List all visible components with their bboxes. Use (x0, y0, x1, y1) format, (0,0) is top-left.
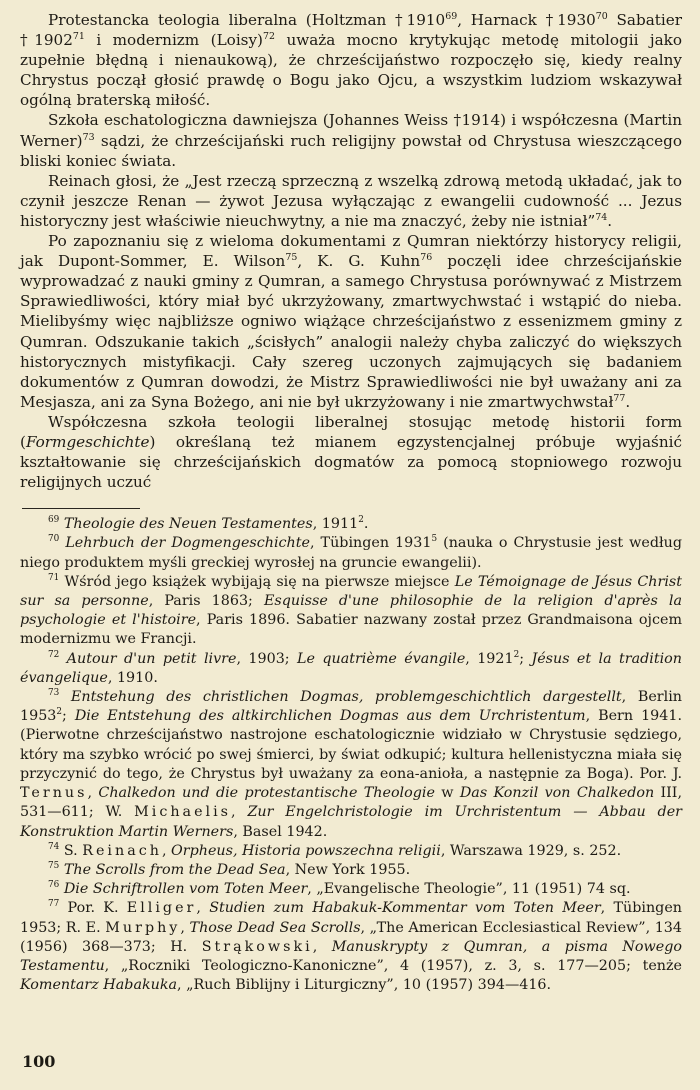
text-run: , Paris 1896. Sabatier nazwany został przez Grandmaisona ojcem modernizmu we Francji. (20, 612, 682, 648)
text-run: , „Ruch Biblijny i Liturgiczny”, 10 (1957) 394—416. (177, 977, 552, 994)
note-marker: 5 (431, 534, 438, 545)
text-run: , 1921 (465, 650, 514, 667)
author-name: Reinach (82, 842, 162, 859)
italic-title: Lehrbuch der Dogmengeschichte (65, 535, 310, 552)
text-run: , Harnack †1930 (457, 11, 596, 29)
text-run: , K. G. Kuhn (297, 252, 421, 271)
italic-title: Esquisse d'une philosophie de la religion d'après la psychologie et l'histoire (20, 593, 682, 629)
note-marker: 73 (48, 688, 60, 699)
text-run: , (196, 900, 210, 917)
note-marker: 69 (445, 10, 458, 22)
author-name: Ternus (20, 785, 88, 802)
note-marker: 75 (48, 861, 60, 872)
text-run: Sabatier †1902 (20, 11, 682, 50)
text-run: , „Roczniki Teologiczno-Kanoniczne”, 4 (1957), z. 3, s. 177—205; tenże (104, 957, 682, 974)
text-run: . (625, 392, 631, 411)
italic-title: Orpheus, Historia powszechna religii (171, 842, 441, 859)
footnote (20, 650, 682, 688)
footnote (20, 515, 682, 534)
text-run: , (161, 842, 172, 859)
paragraph (20, 171, 682, 231)
text-run: . (607, 211, 613, 230)
text-run: Por. K. (59, 900, 127, 917)
footnote-divider (22, 508, 140, 509)
text-run: Współczesna szkoła teologii liberalnej stosując metodę historii form ( (20, 412, 682, 451)
footnotes (20, 515, 682, 995)
text-run: S. (59, 842, 83, 859)
text-run: i modernizm (Loisy) (84, 31, 263, 50)
note-marker: 2 (56, 707, 63, 718)
text-run: , (312, 938, 332, 955)
text-run: , Bern 1941. (Pierwotne chrześcijaństwo nastrojone eschatologicznie widziało w Chrystusie sędziego, który ma szybko wrócić po swej śmierci, by świat odkupić; kultura hellenistyczna miała się przyczynić do tego, że Chrystus był uważany za eona-anioła, a następnie za Boga). Por. J. (20, 708, 683, 782)
italic-title: Entstehung des christlichen Dogmas, problemgeschichtlich dargestellt (70, 689, 622, 706)
note-marker: 70 (48, 534, 60, 545)
text-run: , (180, 919, 190, 936)
text-run: Szkoła eschatologiczna dawniejsza (Johannes Weiss †1914) i współczesna (Martin Werner) (20, 111, 682, 150)
note-marker: 72 (48, 649, 60, 660)
note-marker: 71 (72, 31, 85, 43)
footnote (20, 534, 682, 572)
footnote (20, 688, 682, 842)
author-name: Michaelis (134, 804, 232, 821)
note-marker: 72 (263, 31, 275, 43)
paragraph (20, 412, 682, 492)
footnote (20, 842, 682, 861)
text-run: , Tübingen 1953; R. E. (20, 900, 682, 936)
text-run: ) określaną też mianem egzystencjalnej próbuje wyjaśnić kształtowanie się chrześcijańskich dogmatów za pomocą stopniowego rozwoju religijnych uczuć (20, 432, 682, 492)
italic-title: Formgeschichte (25, 432, 150, 451)
text-run: Protestancka teologia liberalna (Holtzman †1910 (48, 11, 446, 29)
text-run: ; (62, 708, 75, 725)
note-marker: 73 (82, 131, 95, 143)
text-run: Reinach głosi, że „Jest rzeczą sprzeczną z wszelką zdrową metodą układać, jak to czynił jeszcze Renan — żywot Jezusa wyłączając z ewangelii cudowność ... Jezus historyczny jest właściwie nieuchwytny, a nie ma znaczyć, żeby nie istniał” (20, 171, 682, 230)
text-run: , 1911 (312, 516, 359, 533)
footnote (20, 861, 682, 880)
italic-title: Die Schriftrollen vom Toten Meer (63, 881, 308, 898)
italic-title: Studien zum Habakuk-Kommentar vom Toten Meer (209, 900, 601, 917)
text-run: (nauka o Chrystusie jest według niego produktem myśli greckiej wyrosłej na gruncie ewangelii). (20, 535, 683, 571)
footnote (20, 573, 682, 650)
author-name: Murphy (105, 919, 181, 936)
note-marker: 71 (48, 573, 60, 584)
italic-title: Das Konzil von Chalkedon (459, 785, 655, 802)
note-marker: 76 (420, 252, 433, 264)
text-run (59, 651, 66, 667)
italic-title: Jésus et la tradition évangelique (20, 650, 682, 686)
footnote (20, 880, 682, 899)
italic-title: Zur Engelchristologie im Urchristentum — Abbau der Konstruktion Martin Werners (20, 804, 682, 840)
footnote (20, 899, 682, 995)
note-marker: 76 (48, 880, 60, 891)
italic-title: Le Témoignage de Jésus Christ sur sa personne (20, 573, 682, 610)
note-marker: 74 (595, 211, 608, 223)
text-run: , Basel 1942. (233, 823, 328, 840)
text-run: , (87, 785, 99, 802)
note-marker: 70 (595, 10, 608, 22)
text-run: , New York 1955. (285, 861, 411, 878)
text-run (59, 689, 71, 705)
text-run: w (434, 785, 460, 802)
paragraph (20, 10, 682, 110)
text-run: , Paris 1863; (148, 593, 264, 610)
note-marker: 74 (48, 841, 60, 852)
text-run: , 1910. (107, 669, 158, 686)
italic-title: Autour d'un petit livre (66, 650, 237, 667)
text-run: sądzi, że chrześcijański ruch religijny powstał od Chrystusa wieszczącego bliski koniec świata. (20, 131, 682, 170)
main-text (20, 10, 682, 492)
text-run: , (231, 804, 248, 821)
italic-title: Manuskrypty z Qumran, a pisma Nowego Testamentu (20, 938, 682, 974)
text-run: ; (519, 650, 532, 667)
author-name: Elliger (126, 900, 197, 917)
text-run: Wśród jego książek wybijają się na pierwsze miejsce (59, 573, 455, 590)
note-marker: 69 (48, 515, 60, 526)
italic-title: Those Dead Sea Scrolls (189, 919, 361, 936)
note-marker: 2 (358, 515, 364, 526)
note-marker: 2 (513, 649, 520, 660)
italic-title: Chalkedon und die protestantische Theologie (98, 785, 435, 802)
italic-title: Die Entstehung des altkirchlichen Dogmas aus dem Urchristentum (74, 708, 586, 725)
text-run: . (363, 516, 369, 533)
italic-title: The Scrolls from the Dead Sea (63, 861, 286, 878)
author-name: Strąkowski (201, 938, 313, 955)
note-marker: 77 (613, 392, 626, 404)
italic-title: Theologie des Neuen Testamentes (63, 516, 313, 533)
italic-title: Komentarz Habakuka (20, 977, 178, 994)
note-marker: 77 (48, 899, 60, 910)
text-run: , Warszawa 1929, s. 252. (440, 842, 622, 859)
note-marker: 75 (285, 252, 298, 264)
text-run: , 1903; (236, 650, 297, 667)
text-run: , „Evangelische Theologie”, 11 (1951) 74 sq. (307, 881, 631, 898)
text-run: Po zapoznaniu się z wieloma dokumentami z Qumran niektórzy historycy religii, jak Dupont-Sommer, E. Wilson (20, 232, 682, 271)
text-run: III, 531—611; W. (20, 785, 682, 821)
text-run: uważa mocno krytykując metodę mitologii jako zupełnie błędną i nienaukową), że chrześcijaństwo rozpoczęło się, kiedy realny Chrystus począł głosić prawdę o Bogu jako Ojcu, a wszystkim ludziom wskazywał ogólną braterską miłość. (20, 31, 683, 110)
italic-title: Le quatrième évangile (297, 650, 466, 667)
text-run: poczęli idee chrześcijańskie wyprowadzać z nauki gminy z Qumran, a samego Chrystusa porównywać z Mistrzem Sprawiedliwości, który miał być ukrzyżowany, zmartwychwstać i wstąpić do nieba. Mielibyśmy więc najbliższe ogniwo wiążące chrześcijaństwo z essenizmem gminy z Qumran. Odszukanie takich „ścisłych” analogii należy chyba zaliczyć do większych historycznych mistyfikacji. Cały szereg uczonych zajmujących się badaniem dokumentów z Qumran dowodzi, że Mistrz Sprawiedliwości nie był uważany ani za Mesjasza, ani za Syna Bożego, ani nie był ukrzyżowany i nie zmartwychwstał (20, 252, 682, 411)
paragraph (20, 231, 682, 412)
text-run: , „The American Ecclesiastical Review”, 134 (1956) 368—373; H. (20, 919, 683, 955)
page-number: 100 (22, 1052, 56, 1071)
paragraph (20, 110, 682, 170)
text-run: , Tübingen 1931 (309, 535, 432, 552)
text-run: , Berlin 1953 (20, 689, 682, 725)
